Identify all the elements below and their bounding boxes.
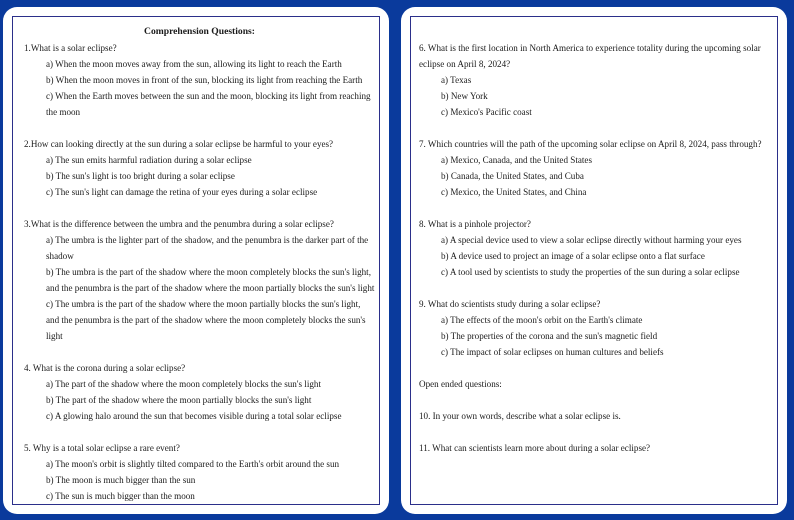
answer-option: a) When the moon moves away from the sun, allowing its light to reach the Earth [46,59,342,69]
question-2 [24,136,375,200]
question-8 [419,216,773,280]
answer-option: a) Mexico, Canada, and the United States [441,155,593,165]
answer-option: c) Mexico's Pacific coast [441,107,532,117]
question-text: 5. Why is a total solar eclipse a rare event? [24,443,180,453]
worksheet-page-left [3,7,389,514]
answer-option: c) Mexico, the United States, and China [441,187,587,197]
answer-option: a) The moon's orbit is slightly tilted compared to the Earth's orbit around the sun [46,459,340,469]
answer-option: c) The umbra is the part of the shadow where the moon partially blocks the sun's light, and the penumbra is the part of the shadow where the moon completely blocks the sun's light [46,299,366,341]
answer-option: c) The sun is much bigger than the moon [46,491,195,501]
question-text: 6. What is the first location in North America to experience totality during the upcoming solar eclipse on April 8, 2024? [419,43,761,69]
answer-option: b) When the moon moves in front of the sun, blocking its light from reaching the Earth [46,75,363,85]
question-9 [419,296,773,360]
answer-option: b) New York [441,91,488,101]
question-text: 9. What do scientists study during a solar eclipse? [419,299,601,309]
answer-option: b) The part of the shadow where the moon partially blocks the sun's light [46,395,312,405]
answer-option: b) Canada, the United States, and Cuba [441,171,584,181]
question-text: 4. What is the corona during a solar eclipse? [24,363,186,373]
question-text: 2.How can looking directly at the sun during a solar eclipse be harmful to your eyes? [24,139,334,149]
question-text: 1.What is a solar eclipse? [24,43,117,53]
answer-option: c) A glowing halo around the sun that becomes visible during a total solar eclipse [46,411,342,421]
open-ended-heading: Open ended questions: [419,379,502,389]
answer-option: b) The properties of the corona and the sun's magnetic field [441,331,658,341]
worksheet-page-right [401,7,787,514]
answer-option: b) The sun's light is too bright during a solar eclipse [46,171,235,181]
answer-option: a) The part of the shadow where the moon completely blocks the sun's light [46,379,321,389]
question-7 [419,136,773,200]
answer-option: c) The sun's light can damage the retina of your eyes during a solar eclipse [46,187,318,197]
answer-option: a) The effects of the moon's orbit on the Earth's climate [441,315,643,325]
answer-option: a) The sun emits harmful radiation during a solar eclipse [46,155,252,165]
open-question-10: 10. In your own words, describe what a solar eclipse is. [419,411,621,421]
answer-option: a) The umbra is the lighter part of the shadow, and the penumbra is the darker part of the shadow [46,235,369,261]
question-1 [24,40,375,120]
right-page-content [419,40,773,456]
answer-option: b) The umbra is the part of the shadow where the moon completely blocks the sun's light, and the penumbra is the part of the shadow where the moon partially blocks the sun's light [46,267,375,293]
answer-option: a) Texas [441,75,472,85]
question-text: 3.What is the difference between the umbra and the penumbra during a solar eclipse? [24,219,334,229]
answer-option: c) A tool used by scientists to study the properties of the sun during a solar eclipse [441,267,740,277]
open-question-11: 11. What can scientists learn more about during a solar eclipse? [419,443,651,453]
question-6 [419,40,773,120]
answer-option: b) A device used to project an image of a solar eclipse onto a flat surface [441,251,705,261]
question-text: 8. What is a pinhole projector? [419,219,531,229]
question-4 [24,360,375,424]
question-5 [24,440,375,504]
answer-option: c) The impact of solar eclipses on human cultures and beliefs [441,347,664,357]
answer-option: c) When the Earth moves between the sun and the moon, blocking its light from reaching the moon [46,91,371,117]
question-text: 7. Which countries will the path of the upcoming solar eclipse on April 8, 2024, pass through? [419,139,762,149]
worksheet-title: Comprehension Questions: [144,26,255,37]
left-page-content [24,24,375,504]
answer-option: b) The moon is much bigger than the sun [46,475,196,485]
question-3 [24,216,375,344]
answer-option: a) A special device used to view a solar eclipse directly without harming your eyes [441,235,742,245]
